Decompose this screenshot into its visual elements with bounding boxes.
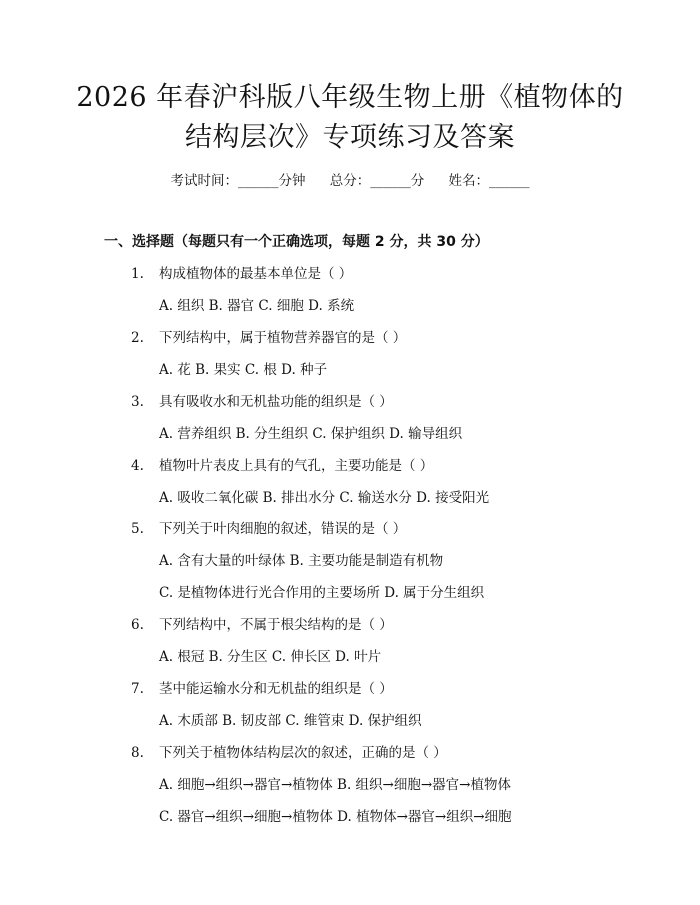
title-line-1: 2026 年春沪科版八年级生物上册《植物体的 bbox=[76, 82, 624, 113]
question-5-options-line-1: A. 含有大量的叶绿体 B. 主要功能是制造有机物 bbox=[159, 553, 444, 569]
question-text: 构成植物体的最基本单位是（ ） bbox=[159, 266, 353, 282]
question-number: 7. bbox=[131, 681, 144, 697]
question-5-options-line-2: C. 是植物体进行光合作用的主要场所 D. 属于分生组织 bbox=[159, 585, 485, 601]
question-3 bbox=[131, 390, 393, 410]
exam-meta bbox=[0, 169, 700, 189]
question-text: 茎中能运输水分和无机盐的组织是（ ） bbox=[159, 681, 393, 697]
question-7 bbox=[131, 677, 393, 697]
exam-score: 总分：______分 bbox=[329, 173, 425, 189]
question-number: 6. bbox=[131, 617, 144, 633]
question-text: 下列结构中，属于植物营养器官的是（ ） bbox=[159, 330, 407, 346]
question-8-options-line-1: A. 细胞→组织→器官→植物体 B. 组织→细胞→器官→植物体 bbox=[159, 777, 511, 793]
question-text: 具有吸收水和无机盐功能的组织是（ ） bbox=[159, 394, 393, 410]
title-line-2: 结构层次》专项练习及答案 bbox=[185, 122, 515, 153]
question-8 bbox=[131, 741, 447, 761]
question-6-options: A. 根冠 B. 分生区 C. 伸长区 D. 叶片 bbox=[159, 649, 382, 665]
question-number: 2. bbox=[131, 330, 144, 346]
question-number: 4. bbox=[131, 458, 144, 474]
document-title bbox=[70, 78, 630, 158]
question-4-options: A. 吸收二氧化碳 B. 排出水分 C. 输送水分 D. 接受阳光 bbox=[159, 490, 490, 506]
question-number: 1. bbox=[131, 266, 144, 282]
question-7-options: A. 木质部 B. 韧皮部 C. 维管束 D. 保护组织 bbox=[159, 713, 422, 729]
section-heading: 一、选择题（每题只有一个正确选项，每题 2 分，共 30 分） bbox=[104, 234, 489, 250]
question-number: 3. bbox=[131, 394, 144, 410]
question-3-options: A. 营养组织 B. 分生组织 C. 保护组织 D. 输导组织 bbox=[159, 426, 463, 442]
question-text: 下列关于叶肉细胞的叙述，错误的是（ ） bbox=[159, 521, 407, 537]
question-number: 5. bbox=[131, 521, 144, 537]
exam-time: 考试时间：______分钟 bbox=[170, 173, 306, 189]
question-text: 植物叶片表皮上具有的气孔，主要功能是（ ） bbox=[159, 458, 434, 474]
question-4 bbox=[131, 454, 433, 474]
question-text: 下列结构中，不属于根尖结构的是（ ） bbox=[159, 617, 393, 633]
question-2-options: A. 花 B. 果实 C. 根 D. 种子 bbox=[159, 362, 328, 378]
question-5 bbox=[131, 517, 406, 537]
question-number: 8. bbox=[131, 745, 144, 761]
question-6 bbox=[131, 613, 393, 633]
question-text: 下列关于植物体结构层次的叙述，正确的是（ ） bbox=[159, 745, 447, 761]
student-name: 姓名：______ bbox=[448, 173, 530, 189]
question-1-options: A. 组织 B. 器官 C. 细胞 D. 系统 bbox=[159, 298, 355, 314]
question-1 bbox=[131, 262, 352, 282]
question-8-options-line-2: C. 器官→组织→细胞→植物体 D. 植物体→器官→组织→细胞 bbox=[159, 809, 512, 825]
question-2 bbox=[131, 326, 406, 346]
